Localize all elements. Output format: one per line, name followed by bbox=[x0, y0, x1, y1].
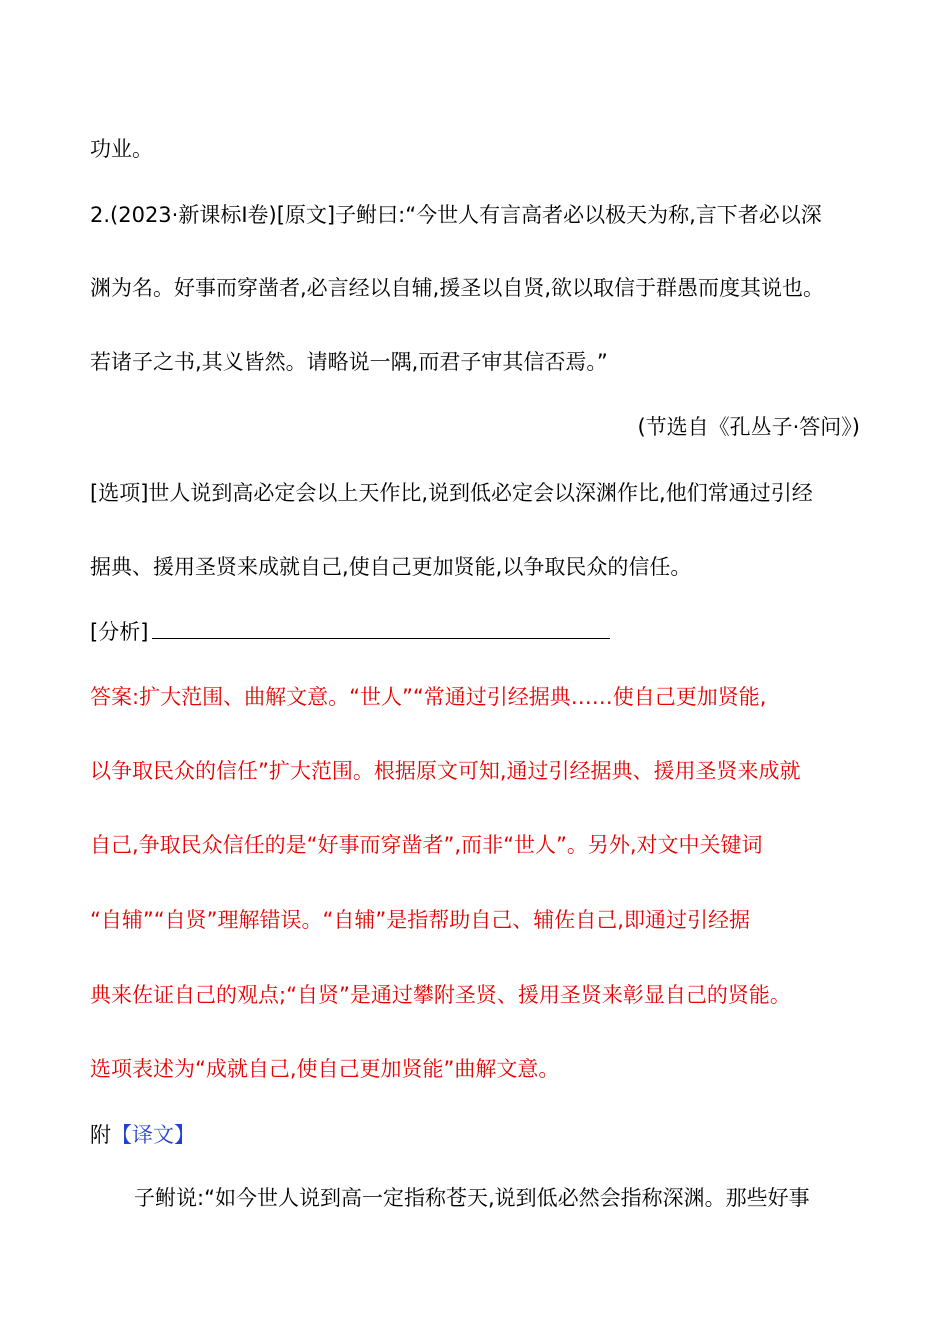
text-line: 据典、援用圣贤来成就自己,使自己更加贤能,以争取民众的信任。 bbox=[90, 555, 692, 579]
text-line: 渊为名。好事而穿凿者,必言经以自辅,援圣以自贤,欲以取信于群愚而度其说也。 bbox=[90, 276, 825, 300]
answer-line: 自己,争取民众信任的是“好事而穿凿者”,而非“世人”。另外,对文中关键词 bbox=[90, 833, 763, 857]
option-line: [选项]世人说到高必定会以上天作比,说到低必定会以深渊作比,他们常通过引经 bbox=[90, 481, 813, 505]
answer-blank[interactable] bbox=[152, 618, 610, 639]
answer-line: 典来佐证自己的观点;“自贤”是通过攀附圣贤、援用圣贤来彰显自己的贤能。 bbox=[90, 983, 791, 1007]
answer-line: “自辅”“自贤”理解错误。“自辅”是指帮助自己、辅佐自己,即通过引经据 bbox=[90, 908, 750, 932]
source-citation: (节选自《孔丛子·答问》) bbox=[637, 415, 860, 439]
translation-title: 【译文】 bbox=[111, 1123, 195, 1147]
answer-line: 答案:扩大范围、曲解文意。“世人”“常通过引经据典……使自己更加贤能, bbox=[90, 685, 767, 709]
text-line: 功业。 bbox=[90, 137, 153, 161]
text-line: 若诸子之书,其义皆然。请略说一隅,而君子审其信否焉。” bbox=[90, 350, 608, 374]
analysis-label: [分析] bbox=[90, 620, 149, 644]
answer-line: 以争取民众的信任”扩大范围。根据原文可知,通过引经据典、援用圣贤来成就 bbox=[90, 759, 801, 783]
answer-line: 选项表述为“成就自己,使自己更加贤能”曲解文意。 bbox=[90, 1057, 560, 1081]
translation-line: 子鲋说:“如今世人说到高一定指称苍天,说到低必然会指称深渊。那些好事 bbox=[134, 1186, 810, 1210]
question-line: 2.(2023·新课标Ⅰ卷)[原文]子鲋曰:“今世人有言高者必以极天为称,言下者必以深 bbox=[90, 203, 822, 227]
translation-prefix: 附 bbox=[90, 1123, 111, 1147]
translation-heading bbox=[90, 1120, 860, 1150]
analysis-line bbox=[90, 617, 860, 647]
